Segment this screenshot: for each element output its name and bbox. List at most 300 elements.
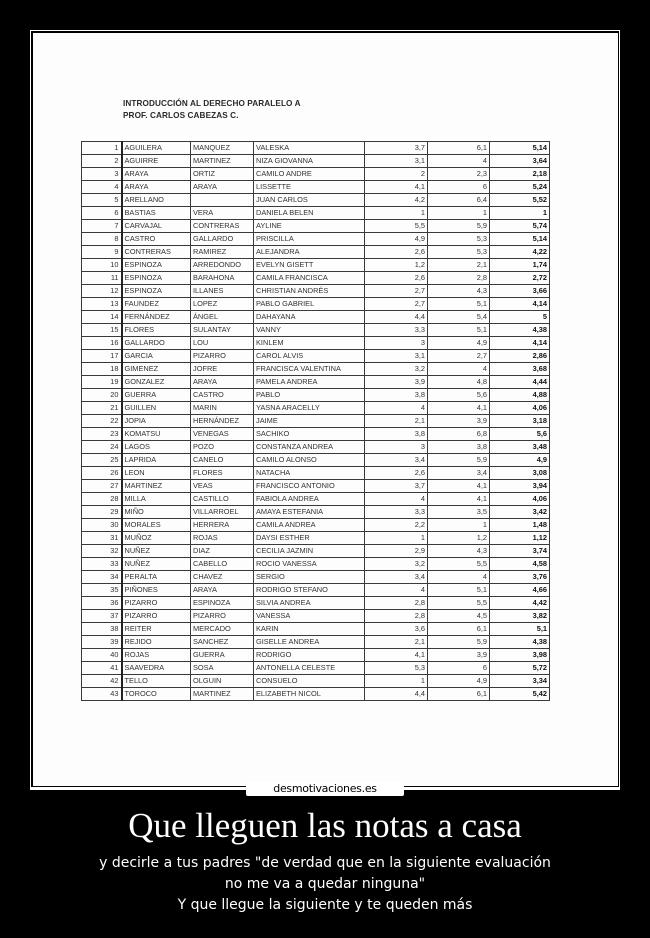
given-names: ELIZABETH NICOL	[254, 688, 365, 701]
table-row	[82, 493, 550, 506]
second-surname: OLGUIN	[191, 675, 254, 688]
table-row	[82, 584, 550, 597]
grade-2: 6	[428, 662, 490, 675]
given-names: CONSUELO	[254, 675, 365, 688]
given-names: GISELLE ANDREA	[254, 636, 365, 649]
table-row	[82, 168, 550, 181]
table-row	[82, 337, 550, 350]
grade-1: 4	[365, 493, 428, 506]
grade-1: 5,3	[365, 662, 428, 675]
given-names: RODRIGO	[254, 649, 365, 662]
final-grade: 4,38	[490, 636, 550, 649]
grade-1: 2,6	[365, 246, 428, 259]
final-grade: 4,66	[490, 584, 550, 597]
table-row	[82, 662, 550, 675]
student-number: 36	[82, 597, 122, 610]
grade-1: 2,1	[365, 415, 428, 428]
first-surname: ESPINOZA	[122, 272, 191, 285]
student-number: 37	[82, 610, 122, 623]
first-surname: LEON	[122, 467, 191, 480]
first-surname: CONTRERAS	[122, 246, 191, 259]
given-names: DAYSI ESTHER	[254, 532, 365, 545]
table-row	[82, 311, 550, 324]
second-surname: LOPEZ	[191, 298, 254, 311]
final-grade: 5,72	[490, 662, 550, 675]
grade-1: 3,2	[365, 558, 428, 571]
student-number: 26	[82, 467, 122, 480]
table-row	[82, 350, 550, 363]
table-row	[82, 155, 550, 168]
table-row	[82, 428, 550, 441]
first-surname: TOROCO	[122, 688, 191, 701]
student-number: 6	[82, 207, 122, 220]
final-grade: 1,74	[490, 259, 550, 272]
grade-2: 5,3	[428, 246, 490, 259]
student-number: 22	[82, 415, 122, 428]
given-names: PAMELA ANDREA	[254, 376, 365, 389]
second-surname: MANQUEZ	[191, 142, 254, 155]
final-grade: 3,42	[490, 506, 550, 519]
given-names: CAMILA ANDREA	[254, 519, 365, 532]
given-names: CAMILO ALONSO	[254, 454, 365, 467]
caption-subtitle	[0, 853, 650, 916]
final-grade: 5,24	[490, 181, 550, 194]
second-surname: DIAZ	[191, 545, 254, 558]
grade-1: 5,5	[365, 220, 428, 233]
grade-2: 6,1	[428, 142, 490, 155]
table-row	[82, 259, 550, 272]
second-surname: CASTRO	[191, 389, 254, 402]
second-surname: GALLARDO	[191, 233, 254, 246]
given-names: ALEJANDRA	[254, 246, 365, 259]
grade-2: 3,9	[428, 649, 490, 662]
grade-1: 3,8	[365, 428, 428, 441]
final-grade: 3,94	[490, 480, 550, 493]
grade-2: 4,3	[428, 545, 490, 558]
table-row	[82, 545, 550, 558]
grade-1: 4,9	[365, 233, 428, 246]
grade-1: 1,2	[365, 259, 428, 272]
first-surname: JOPIA	[122, 415, 191, 428]
grade-1: 3,3	[365, 506, 428, 519]
student-number: 32	[82, 545, 122, 558]
grade-2: 5,1	[428, 584, 490, 597]
final-grade: 3,98	[490, 649, 550, 662]
second-surname: ARAYA	[191, 181, 254, 194]
second-surname: MARTINEZ	[191, 155, 254, 168]
table-row	[82, 649, 550, 662]
student-number: 23	[82, 428, 122, 441]
given-names: ROCIO VANESSA	[254, 558, 365, 571]
student-number: 16	[82, 337, 122, 350]
second-surname: ÁNGEL	[191, 311, 254, 324]
student-number: 13	[82, 298, 122, 311]
first-surname: ESPINOZA	[122, 285, 191, 298]
grade-2: 5,1	[428, 298, 490, 311]
final-grade: 5,52	[490, 194, 550, 207]
first-surname: GALLARDO	[122, 337, 191, 350]
student-number: 8	[82, 233, 122, 246]
site-watermark: desmotivaciones.es	[246, 782, 404, 796]
student-number: 7	[82, 220, 122, 233]
grade-2: 4	[428, 363, 490, 376]
given-names: FABIOLA ANDREA	[254, 493, 365, 506]
final-grade: 3,82	[490, 610, 550, 623]
table-row	[82, 454, 550, 467]
student-number: 35	[82, 584, 122, 597]
first-surname: ESPINOZA	[122, 259, 191, 272]
table-row	[82, 532, 550, 545]
grade-2: 2,8	[428, 272, 490, 285]
grade-1: 1	[365, 675, 428, 688]
student-number: 31	[82, 532, 122, 545]
first-surname: TELLO	[122, 675, 191, 688]
grade-2: 5,9	[428, 454, 490, 467]
final-grade: 5,6	[490, 428, 550, 441]
grade-1: 2,1	[365, 636, 428, 649]
table-row	[82, 636, 550, 649]
final-grade: 3,48	[490, 441, 550, 454]
second-surname: FLORES	[191, 467, 254, 480]
student-number: 10	[82, 259, 122, 272]
student-number: 14	[82, 311, 122, 324]
grade-2: 5,6	[428, 389, 490, 402]
second-surname: CHAVEZ	[191, 571, 254, 584]
second-surname: ARREDONDO	[191, 259, 254, 272]
table-row	[82, 142, 550, 155]
final-grade: 4,14	[490, 337, 550, 350]
grade-1: 2,2	[365, 519, 428, 532]
second-surname: RAMIREZ	[191, 246, 254, 259]
final-grade: 5,42	[490, 688, 550, 701]
given-names: JUAN CARLOS	[254, 194, 365, 207]
grade-1: 3,4	[365, 454, 428, 467]
student-number: 2	[82, 155, 122, 168]
grade-2: 2,3	[428, 168, 490, 181]
student-number: 4	[82, 181, 122, 194]
given-names: ANTONELLA CELESTE	[254, 662, 365, 675]
grade-1: 2,6	[365, 467, 428, 480]
final-grade: 4,58	[490, 558, 550, 571]
first-surname: MIÑO	[122, 506, 191, 519]
grade-1: 2,6	[365, 272, 428, 285]
given-names: YASNA ARACELLY	[254, 402, 365, 415]
grade-2: 4,9	[428, 675, 490, 688]
grade-2: 3,9	[428, 415, 490, 428]
final-grade: 5,14	[490, 142, 550, 155]
caption-line-1: y decirle a tus padres "de verdad que en la siguiente evaluación	[99, 855, 551, 871]
table-row	[82, 480, 550, 493]
grades-table	[81, 141, 550, 701]
second-surname: ORTIZ	[191, 168, 254, 181]
student-number: 21	[82, 402, 122, 415]
final-grade: 2,72	[490, 272, 550, 285]
second-surname: MERCADO	[191, 623, 254, 636]
given-names: PRISCILLA	[254, 233, 365, 246]
student-number: 18	[82, 363, 122, 376]
final-grade: 3,34	[490, 675, 550, 688]
grade-1: 3,7	[365, 142, 428, 155]
second-surname: HERRERA	[191, 519, 254, 532]
grade-2: 5,9	[428, 220, 490, 233]
grade-1: 2,7	[365, 298, 428, 311]
given-names: KINLEM	[254, 337, 365, 350]
table-row	[82, 441, 550, 454]
first-surname: MUÑOZ	[122, 532, 191, 545]
grade-2: 1	[428, 519, 490, 532]
final-grade: 2,86	[490, 350, 550, 363]
first-surname: FERNÁNDEZ	[122, 311, 191, 324]
table-row	[82, 285, 550, 298]
student-number: 19	[82, 376, 122, 389]
first-surname: ROJAS	[122, 649, 191, 662]
second-surname: VILLARROEL	[191, 506, 254, 519]
student-number: 30	[82, 519, 122, 532]
grade-2: 4,8	[428, 376, 490, 389]
grade-2: 6,1	[428, 623, 490, 636]
grade-2: 4,5	[428, 610, 490, 623]
final-grade: 5,74	[490, 220, 550, 233]
grade-2: 5,3	[428, 233, 490, 246]
table-row	[82, 389, 550, 402]
student-number: 3	[82, 168, 122, 181]
second-surname: BARAHONA	[191, 272, 254, 285]
given-names: NATACHA	[254, 467, 365, 480]
second-surname: LOU	[191, 337, 254, 350]
grade-1: 3	[365, 441, 428, 454]
grade-2: 5,5	[428, 558, 490, 571]
grade-2: 5,5	[428, 597, 490, 610]
given-names: CAMILO ANDRE	[254, 168, 365, 181]
second-surname: MARTINEZ	[191, 688, 254, 701]
given-names: CAROL ALVIS	[254, 350, 365, 363]
final-grade: 5,14	[490, 233, 550, 246]
grade-1: 4,4	[365, 688, 428, 701]
given-names: SACHIKO	[254, 428, 365, 441]
second-surname: VEAS	[191, 480, 254, 493]
student-number: 38	[82, 623, 122, 636]
student-number: 15	[82, 324, 122, 337]
table-row	[82, 376, 550, 389]
table-row	[82, 220, 550, 233]
first-surname: NUÑEZ	[122, 545, 191, 558]
given-names: JAIME	[254, 415, 365, 428]
second-surname: CANELO	[191, 454, 254, 467]
given-names: VALESKA	[254, 142, 365, 155]
final-grade: 5	[490, 311, 550, 324]
second-surname: SANCHEZ	[191, 636, 254, 649]
second-surname: ESPINOZA	[191, 597, 254, 610]
grade-1: 2,7	[365, 285, 428, 298]
student-number: 34	[82, 571, 122, 584]
table-row	[82, 194, 550, 207]
student-number: 25	[82, 454, 122, 467]
final-grade: 1,12	[490, 532, 550, 545]
first-surname: GUILLEN	[122, 402, 191, 415]
table-row	[82, 623, 550, 636]
second-surname: CABELLO	[191, 558, 254, 571]
grade-1: 4	[365, 402, 428, 415]
grade-1: 1	[365, 532, 428, 545]
grade-1: 2	[365, 168, 428, 181]
given-names: NIZA GIOVANNA	[254, 155, 365, 168]
second-surname: PIZARRO	[191, 610, 254, 623]
grade-2: 5,1	[428, 324, 490, 337]
grade-1: 3,8	[365, 389, 428, 402]
first-surname: GIMENEZ	[122, 363, 191, 376]
first-surname: REITER	[122, 623, 191, 636]
student-number: 41	[82, 662, 122, 675]
grade-2: 4	[428, 155, 490, 168]
final-grade: 4,38	[490, 324, 550, 337]
first-surname: AGUILERA	[122, 142, 191, 155]
final-grade: 3,76	[490, 571, 550, 584]
final-grade: 3,74	[490, 545, 550, 558]
table-row	[82, 571, 550, 584]
first-surname: MILLA	[122, 493, 191, 506]
second-surname: ARAYA	[191, 584, 254, 597]
first-surname: LAGOS	[122, 441, 191, 454]
grade-1: 4,1	[365, 649, 428, 662]
given-names: EVELYN GISETT	[254, 259, 365, 272]
student-number: 29	[82, 506, 122, 519]
final-grade: 3,68	[490, 363, 550, 376]
caption-line-3: Y que llegue la siguiente y te queden más	[177, 897, 473, 913]
given-names: SERGIO	[254, 571, 365, 584]
student-number: 42	[82, 675, 122, 688]
grade-1: 4,1	[365, 181, 428, 194]
caption-line-2: no me va a quedar ninguna"	[224, 876, 426, 892]
table-row	[82, 402, 550, 415]
grade-2: 4,1	[428, 480, 490, 493]
first-surname: GONZALEZ	[122, 376, 191, 389]
table-row	[82, 506, 550, 519]
given-names: PABLO	[254, 389, 365, 402]
first-surname: AGUIRRE	[122, 155, 191, 168]
grade-1: 3,7	[365, 480, 428, 493]
second-surname: CONTRERAS	[191, 220, 254, 233]
final-grade: 4,06	[490, 402, 550, 415]
student-number: 1	[82, 142, 122, 155]
given-names: CECILIA JAZMIN	[254, 545, 365, 558]
first-surname: PERALTA	[122, 571, 191, 584]
student-number: 33	[82, 558, 122, 571]
grade-1: 3,9	[365, 376, 428, 389]
student-number: 20	[82, 389, 122, 402]
grade-1: 2,8	[365, 597, 428, 610]
first-surname: PIÑONES	[122, 584, 191, 597]
grade-2: 2,1	[428, 259, 490, 272]
second-surname: MARIN	[191, 402, 254, 415]
first-surname: CARVAJAL	[122, 220, 191, 233]
given-names: FRANCISCA VALENTINA	[254, 363, 365, 376]
student-number: 43	[82, 688, 122, 701]
grade-2: 5,9	[428, 636, 490, 649]
given-names: VANESSA	[254, 610, 365, 623]
grade-2: 6,1	[428, 688, 490, 701]
table-row	[82, 519, 550, 532]
final-grade: 4,88	[490, 389, 550, 402]
second-surname: ROJAS	[191, 532, 254, 545]
student-number: 17	[82, 350, 122, 363]
grade-1: 4	[365, 584, 428, 597]
grade-2: 4,9	[428, 337, 490, 350]
student-number: 9	[82, 246, 122, 259]
grade-1: 3,1	[365, 155, 428, 168]
student-number: 28	[82, 493, 122, 506]
first-surname: REJIDO	[122, 636, 191, 649]
final-grade: 4,42	[490, 597, 550, 610]
first-surname: SAAVEDRA	[122, 662, 191, 675]
given-names: CONSTANZA ANDREA	[254, 441, 365, 454]
first-surname: BASTIAS	[122, 207, 191, 220]
final-grade: 1,48	[490, 519, 550, 532]
watermark-left-bar	[30, 787, 252, 790]
grade-2: 6	[428, 181, 490, 194]
first-surname: GARCIA	[122, 350, 191, 363]
given-names: DAHAYANA	[254, 311, 365, 324]
final-grade: 4,22	[490, 246, 550, 259]
table-row	[82, 324, 550, 337]
table-row	[82, 415, 550, 428]
final-grade: 5,1	[490, 623, 550, 636]
given-names: FRANCISCO ANTONIO	[254, 480, 365, 493]
first-surname: NUÑEZ	[122, 558, 191, 571]
first-surname: ARELLANO	[122, 194, 191, 207]
given-names: DANIELA BELEN	[254, 207, 365, 220]
final-grade: 4,06	[490, 493, 550, 506]
grade-1: 2,8	[365, 610, 428, 623]
table-row	[82, 610, 550, 623]
grade-2: 3,5	[428, 506, 490, 519]
first-surname: MARTINEZ	[122, 480, 191, 493]
final-grade: 3,18	[490, 415, 550, 428]
final-grade: 1	[490, 207, 550, 220]
table-row	[82, 181, 550, 194]
student-number: 12	[82, 285, 122, 298]
student-number: 24	[82, 441, 122, 454]
final-grade: 3,08	[490, 467, 550, 480]
grade-1: 3,1	[365, 350, 428, 363]
grade-2: 3,4	[428, 467, 490, 480]
first-surname: LAPRIDA	[122, 454, 191, 467]
given-names: SILVIA ANDREA	[254, 597, 365, 610]
grade-1: 4,4	[365, 311, 428, 324]
second-surname: PIZARRO	[191, 350, 254, 363]
student-number: 27	[82, 480, 122, 493]
grade-2: 1,2	[428, 532, 490, 545]
first-surname: ARAYA	[122, 181, 191, 194]
given-names: VANNY	[254, 324, 365, 337]
final-grade: 3,64	[490, 155, 550, 168]
table-row	[82, 467, 550, 480]
caption-title: Que lleguen las notas a casa	[128, 806, 522, 845]
second-surname: POZO	[191, 441, 254, 454]
grade-1: 2,9	[365, 545, 428, 558]
first-surname: FAUNDEZ	[122, 298, 191, 311]
grade-2: 4,1	[428, 493, 490, 506]
first-surname: PIZARRO	[122, 610, 191, 623]
second-surname: CASTILLO	[191, 493, 254, 506]
first-surname: MORALES	[122, 519, 191, 532]
given-names: RODRIGO STEFANO	[254, 584, 365, 597]
table-row	[82, 558, 550, 571]
final-grade: 3,66	[490, 285, 550, 298]
given-names: KARIN	[254, 623, 365, 636]
second-surname: SULANTAY	[191, 324, 254, 337]
first-surname: FLORES	[122, 324, 191, 337]
final-grade: 4,14	[490, 298, 550, 311]
